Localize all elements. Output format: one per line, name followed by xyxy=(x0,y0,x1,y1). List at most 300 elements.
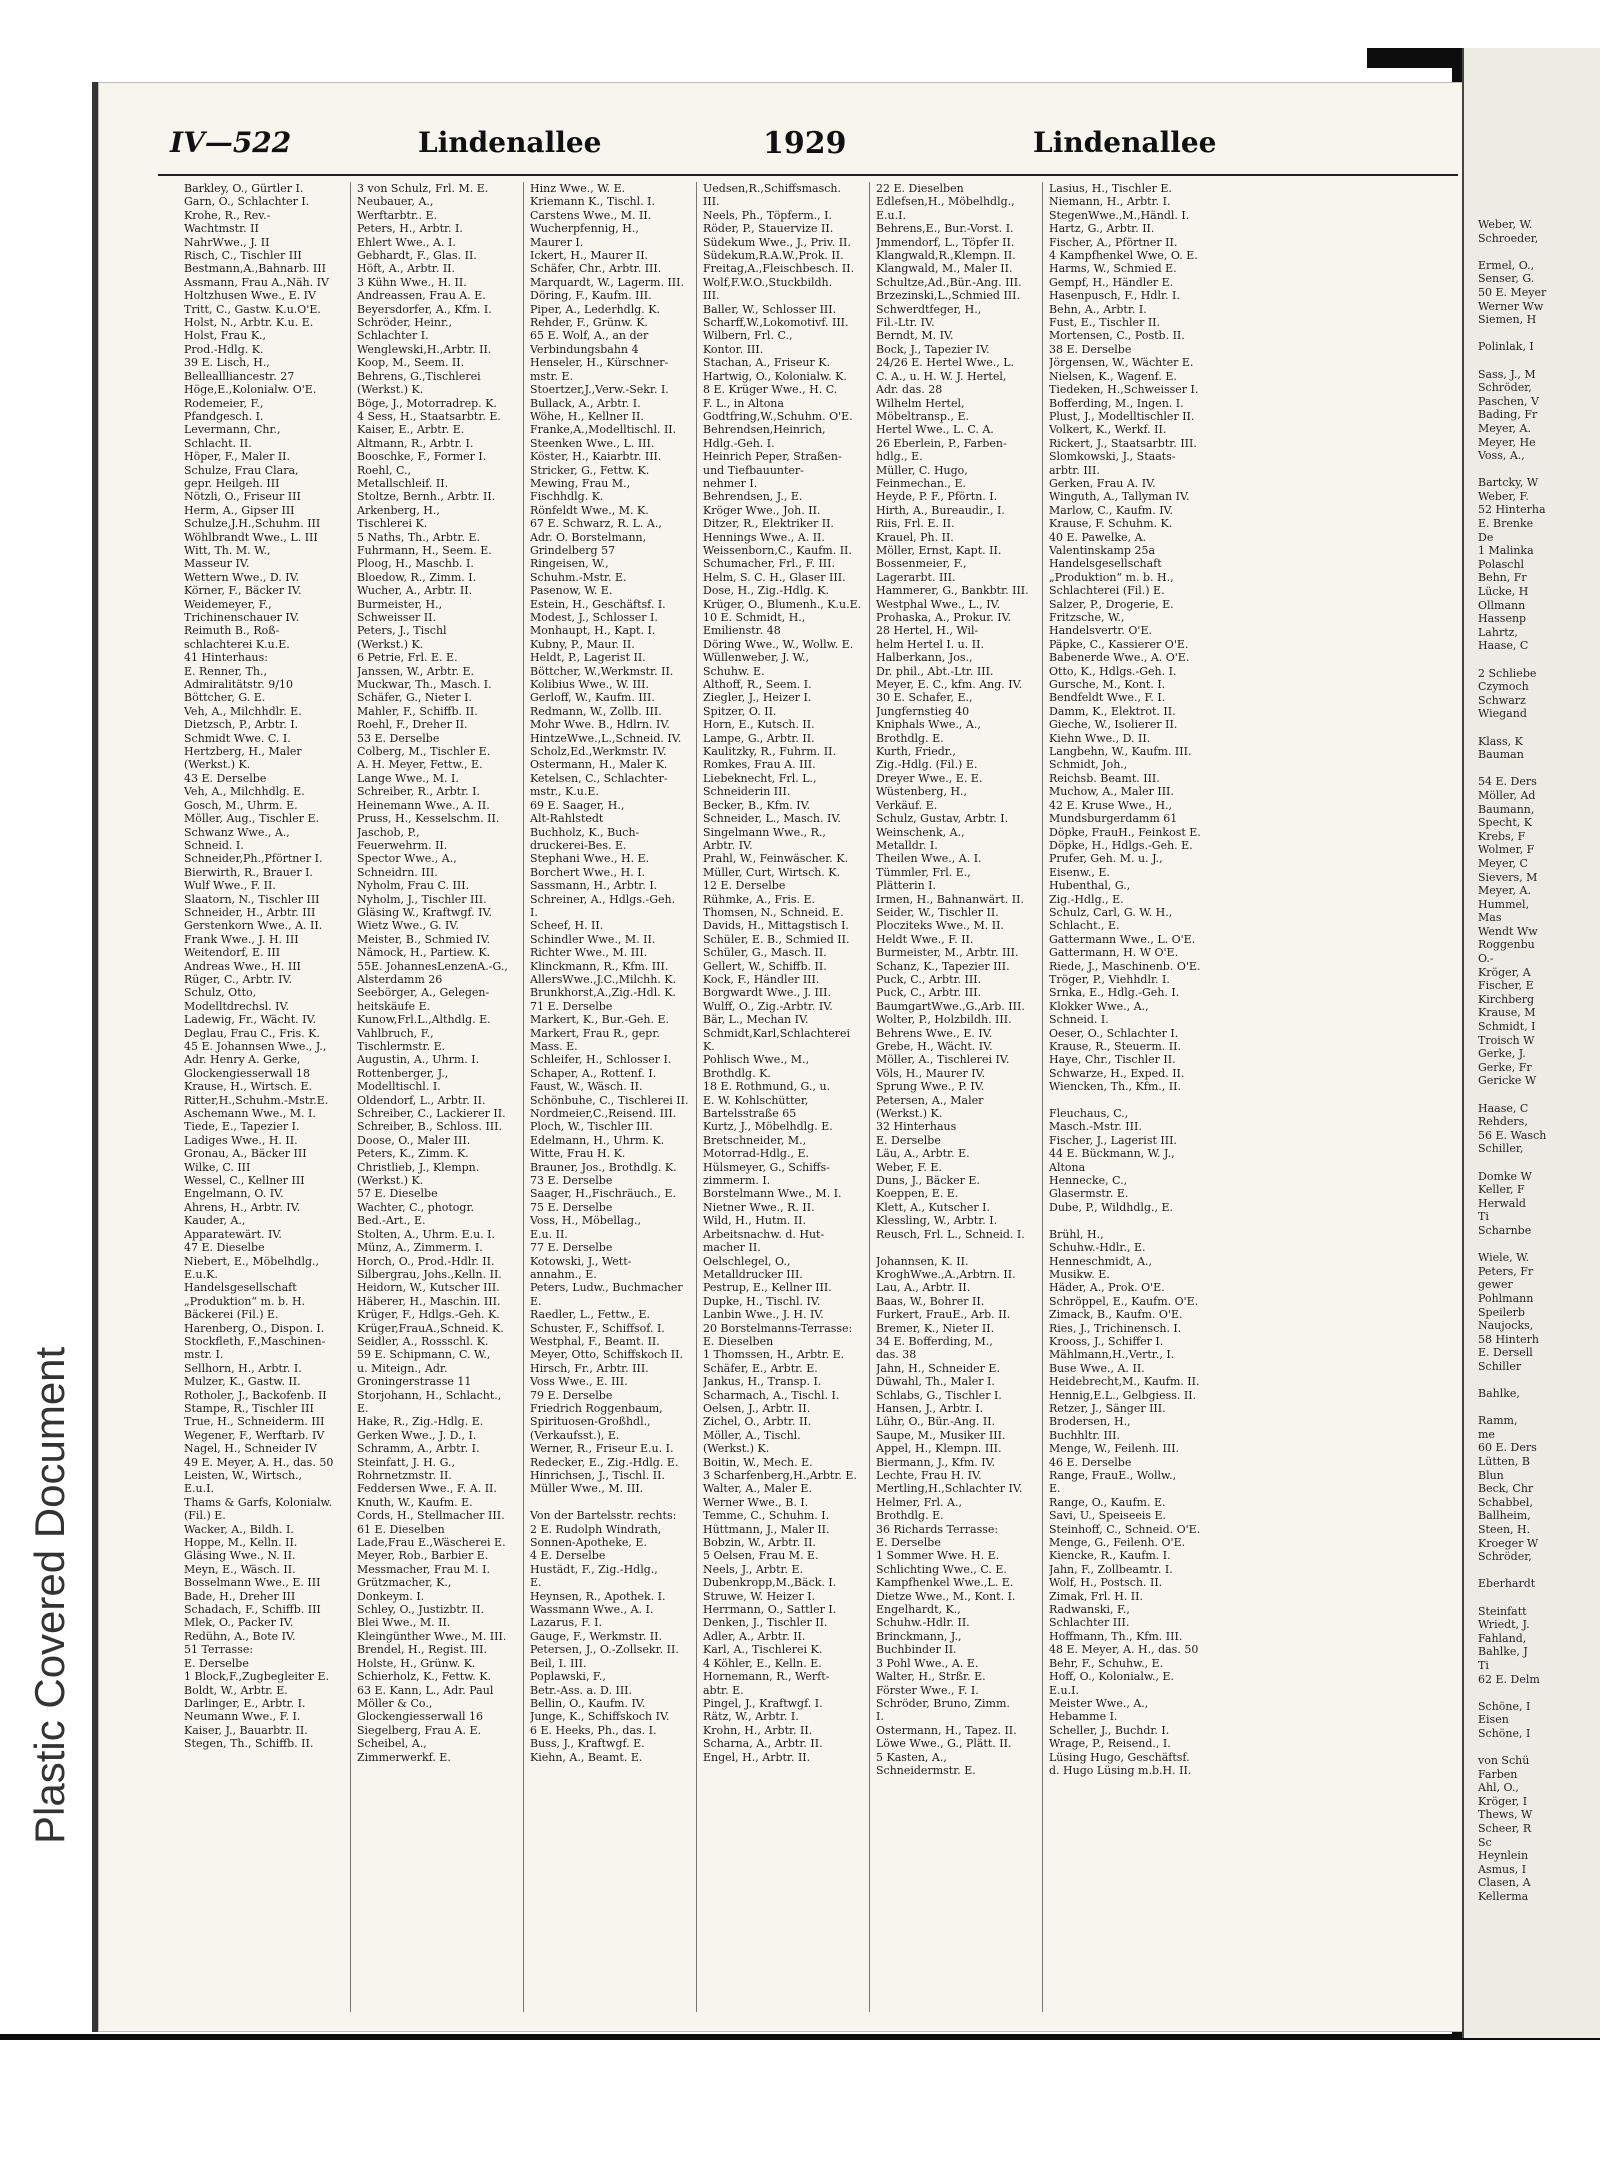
adjacent-page-entry: Senser, G. xyxy=(1478,272,1535,286)
directory-entry: Hirth, A., Bureaudir., I. xyxy=(876,503,1005,517)
directory-entry: Ziegler, J., Heizer I. xyxy=(703,691,812,705)
directory-entry: Heldt, P., Lagerist II. xyxy=(530,651,646,665)
directory-entry: Range, O., Kaufm. E. xyxy=(1049,1495,1166,1509)
directory-entry: Nyholm, Frau C. III. xyxy=(357,879,470,893)
directory-entry: 42 E. Kruse Wwe., H., xyxy=(1049,798,1173,812)
directory-entry: Kolibius Wwe., W. III. xyxy=(530,678,649,692)
directory-entry: 5 Kasten, A., xyxy=(876,1750,947,1764)
directory-entry: mstr. E. xyxy=(530,369,574,383)
directory-entry: Rodemeier, F., xyxy=(184,396,264,410)
directory-entry: Zimack, B., Kaufm. O'E. xyxy=(1049,1308,1183,1322)
adjacent-page-entry: Meyer, He xyxy=(1478,435,1536,449)
directory-entry: Messmacher, Frau M. I. xyxy=(357,1562,490,1576)
directory-entry: Muckwar, Th., Masch. I. xyxy=(357,678,492,692)
directory-entry: Doose, O., Maler III. xyxy=(357,1133,471,1147)
adjacent-page-entry: Sc xyxy=(1478,1835,1492,1849)
directory-entry: Tümmler, Frl. E., xyxy=(876,865,971,879)
directory-entry: Plocziteks Wwe., M. II. xyxy=(876,919,1004,933)
directory-entry: Krüger, O., Blumenh., K.u.E. xyxy=(703,597,862,611)
directory-entry: heitskäufe E. xyxy=(357,999,431,1013)
directory-entry: Wessel, C., Kellner III xyxy=(184,1174,305,1188)
directory-entry: Schlacht. II. xyxy=(184,436,252,450)
directory-entry: Stoltze, Bernh., Arbtr. II. xyxy=(357,490,496,504)
directory-entry: Tischlermstr. E. xyxy=(357,1040,446,1053)
directory-entry: Baller, W., Schlosser III. xyxy=(703,302,837,316)
directory-entry: Johannsen, K. II. xyxy=(876,1254,969,1268)
directory-entry: 41 Hinterhaus: xyxy=(184,651,268,665)
adjacent-page-entry: Beck, Chr xyxy=(1478,1482,1534,1496)
adjacent-page-entry: Wiele, W. xyxy=(1478,1251,1530,1265)
directory-entry: Junge, K., Schiffskoch IV. xyxy=(530,1710,670,1724)
directory-entry: 38 E. Derselbe xyxy=(1049,342,1132,356)
directory-entry: Klokker Wwe., A., xyxy=(1049,999,1149,1013)
directory-entry: Prahl, W., Feinwäscher. K. xyxy=(703,852,848,866)
directory-entry: Neels, J., Arbtr. E. xyxy=(703,1562,804,1576)
directory-entry: Garn, O., Schlachter I. xyxy=(184,195,310,209)
adjacent-page-entry: Werner Ww xyxy=(1478,299,1544,313)
directory-entry: Oeser, O., Schlachter I. xyxy=(1049,1026,1179,1040)
directory-entry: Döring Wwe., W., Wollw. E. xyxy=(703,637,854,651)
directory-entry: Neubauer, A., xyxy=(357,195,434,209)
directory-entry: Veh, A., Milchhdlr. E. xyxy=(184,704,302,718)
directory-entry: Winguth, A., Tallyman IV. xyxy=(1049,490,1190,504)
directory-entry: Reusch, Frl. L., Schneid. I. xyxy=(876,1227,1025,1241)
directory-entry: 3 Pohl Wwe., A. E. xyxy=(876,1656,979,1670)
adjacent-page-entry: von Schü xyxy=(1478,1754,1530,1768)
adjacent-page-entry xyxy=(1478,1156,1600,1170)
adjacent-page-entry xyxy=(1478,762,1600,776)
directory-entry: Wachtmstr. II xyxy=(184,222,259,236)
directory-entry: Schneiderin III. xyxy=(703,785,791,799)
directory-column-5 xyxy=(870,182,1043,2012)
directory-entry: Hoffmann, Th., Kfm. III. xyxy=(1049,1629,1183,1643)
directory-entry: 45 E. Johannsen Wwe., J., xyxy=(184,1040,327,1053)
directory-entry: Lazarus, F. I. xyxy=(530,1616,602,1630)
directory-entry: Fil.-Ltr. IV. xyxy=(876,316,935,330)
directory-entry: Krause, F. Schuhm. K. xyxy=(1049,517,1173,531)
directory-entry: Scheller, J., Buchdr. I. xyxy=(1049,1723,1170,1737)
directory-entry: K. xyxy=(703,1040,715,1053)
directory-entry: Ickert, H., Maurer II. xyxy=(530,249,649,263)
directory-entry: Feddersen Wwe., F. A. II. xyxy=(357,1482,497,1496)
adjacent-page-entry: E. Dersell xyxy=(1478,1346,1533,1360)
adjacent-page-entry: Ramm, xyxy=(1478,1414,1518,1428)
directory-entry: Handelsvertr. O'E. xyxy=(1049,624,1152,638)
directory-entry: Kurtz, J., Möbelhdlg. E. xyxy=(703,1120,833,1134)
directory-entry: Brothdlg. K. xyxy=(703,1066,771,1080)
directory-entry: 47 E. Dieselbe xyxy=(184,1241,265,1255)
directory-entry: Röder, P., Stauervize II. xyxy=(703,222,834,236)
directory-entry: Dupke, H., Tischl. IV. xyxy=(703,1294,821,1308)
directory-entry: Hirsch, Fr., Arbtr. III. xyxy=(530,1361,649,1375)
directory-entry: Schönbuhe, C., Tischlerei II. xyxy=(530,1093,689,1107)
directory-entry: Holtzhusen Wwe., E. IV xyxy=(184,289,316,303)
adjacent-page-entry: 58 Hinterh xyxy=(1478,1332,1539,1346)
directory-entry: Steinhoff, C., Schneid. O'E. xyxy=(1049,1522,1201,1536)
directory-entry: Heinrich Peper, Straßen- xyxy=(703,450,842,464)
directory-entry: Carstens Wwe., M. II. xyxy=(530,208,652,222)
directory-entry: Bloedow, R., Zimm. I. xyxy=(357,570,477,584)
directory-entry: Borgwardt Wwe., J. III. xyxy=(703,986,831,1000)
directory-entry: Richter Wwe., M. III. xyxy=(530,946,648,960)
directory-entry: Lange Wwe., M. I. xyxy=(357,771,459,785)
directory-entry: das. 38 xyxy=(876,1348,917,1362)
directory-entry: Struwe, W. Heizer I. xyxy=(703,1589,816,1603)
adjacent-page-entry: Weber, F. xyxy=(1478,489,1529,503)
directory-entry: Seebörger, A., Gelegen- xyxy=(357,986,490,1000)
directory-entry: Niemann, H., Arbtr. I. xyxy=(1049,195,1171,209)
directory-entry: Kubny, P., Maur. II. xyxy=(530,637,635,651)
directory-entry: Schumacher, Frl., F. III. xyxy=(703,557,835,571)
directory-entry: Glockengiesserwall 18 xyxy=(184,1066,310,1080)
directory-entry: Möller, A., Tischl. xyxy=(703,1428,801,1442)
directory-entry: Holst, Frau K., xyxy=(184,329,267,343)
directory-entry: Nämock, H., Partiew. K. xyxy=(357,946,491,960)
directory-entry: Nietner Wwe., R. II. xyxy=(703,1200,815,1214)
directory-entry: Trichinenschauer IV. xyxy=(184,611,300,624)
directory-entry: Kleingünther Wwe., M. III. xyxy=(357,1629,507,1643)
directory-entry: 61 E. Dieselben xyxy=(357,1522,445,1536)
directory-entry: Schmidt,Karl,Schlachterei xyxy=(703,1026,851,1040)
adjacent-page-entry: 60 E. Ders xyxy=(1478,1441,1537,1455)
directory-entry: Lagerarbt. III. xyxy=(876,570,956,584)
adjacent-page-entry: Wolmer, F xyxy=(1478,843,1535,857)
directory-entry: Heinemann Wwe., A. II. xyxy=(357,798,490,812)
directory-entry: Weber, F. E. xyxy=(876,1160,942,1174)
directory-entry: E. xyxy=(1049,1482,1061,1496)
adjacent-page-entry: Haase, C xyxy=(1478,1101,1529,1115)
directory-entry: Steinfatt, J. H. G., xyxy=(357,1455,456,1469)
directory-entry: Stricker, G., Fettw. K. xyxy=(530,463,650,477)
directory-entry: Südekum,R.A.W.,Prok. II. xyxy=(703,249,844,263)
directory-entry: 51 Terrasse: xyxy=(184,1643,254,1657)
adjacent-page-entry: Ti xyxy=(1478,1210,1489,1224)
adjacent-page-entry: Wriedt, J. xyxy=(1478,1618,1530,1632)
directory-entry: 71 E. Derselbe xyxy=(530,999,613,1013)
directory-entry: 22 E. Dieselben xyxy=(876,182,964,195)
adjacent-page-entry xyxy=(1478,327,1600,341)
directory-entry: Eisenw., E. xyxy=(1049,865,1110,879)
directory-entry: Hdlg.-Geh. I. xyxy=(703,436,775,450)
directory-entry: Burmeister, H., xyxy=(357,597,443,611)
directory-entry: Möbeltransp., E. xyxy=(876,409,969,423)
directory-entry: Wiencken, Th., Kfm., II. xyxy=(1049,1080,1181,1094)
adjacent-page-entry: Thews, W xyxy=(1478,1808,1533,1822)
directory-entry: Holste, H., Grünw. K. xyxy=(357,1656,476,1670)
directory-entry: Krohn, H., Arbtr. II. xyxy=(703,1723,813,1737)
directory-entry: Roehl, C., xyxy=(357,463,412,477)
directory-entry: Ploog, H., Maschb. I. xyxy=(357,557,474,571)
directory-entry: Riis, Frl. E. II. xyxy=(876,517,955,531)
adjacent-page-entry: Ermel, O., xyxy=(1478,258,1535,272)
directory-entry: Reimuth B., Roß- xyxy=(184,624,280,638)
directory-entry: Wrage, P., Reisend., I. xyxy=(1049,1737,1171,1751)
directory-entry: 44 E. Bückmann, W. J., xyxy=(1049,1147,1175,1161)
directory-entry: Heynsen, R., Apothek. I. xyxy=(530,1589,666,1603)
directory-entry: Barkley, O., Gürtler I. xyxy=(184,182,304,195)
directory-entry: Blei Wwe., M. II. xyxy=(357,1616,451,1630)
directory-entry: E. xyxy=(530,1294,542,1308)
directory-entry: Kaiser, J., Bauarbtr. II. xyxy=(184,1723,308,1737)
directory-entry: Döring, F., Kaufm. III. xyxy=(530,289,652,303)
directory-entry: Schlichting Wwe., C. E. xyxy=(876,1562,1007,1576)
directory-entry: Buse Wwe., A. II. xyxy=(1049,1361,1145,1375)
adjacent-page-entry: Naujocks, xyxy=(1478,1319,1534,1333)
directory-entry: Dube, P., Wildhdlg., E. xyxy=(1049,1200,1174,1214)
directory-entry: Gattermann, H. W O'E. xyxy=(1049,946,1179,960)
directory-entry: Lechte, Frau H. IV. xyxy=(876,1469,982,1482)
directory-entry: Piper, A., Lederhdlg. K. xyxy=(530,302,660,316)
directory-entry: 32 Hinterhaus xyxy=(876,1120,957,1134)
directory-entry: Faust, W., Wäsch. II. xyxy=(530,1080,643,1094)
adjacent-page-entry: Haase, C xyxy=(1478,639,1529,653)
directory-entry: Otto, K., Hdlgs.-Geh. I. xyxy=(1049,664,1177,678)
directory-entry: Augustin, A., Uhrm. I. xyxy=(357,1053,480,1067)
adjacent-page-entry: 54 E. Ders xyxy=(1478,775,1537,789)
adjacent-page-entry: Eberhardt xyxy=(1478,1577,1536,1591)
directory-entry: Risch, C., Tischler III xyxy=(184,249,302,263)
adjacent-page-entry xyxy=(1478,721,1600,735)
directory-entry: Meyer, E. C., kfm. Ang. IV. xyxy=(876,678,1023,692)
directory-entry: Bellin, O., Kaufm. IV. xyxy=(530,1696,646,1710)
directory-entry: Hennig,E.L., Gelbgiess. II. xyxy=(1049,1388,1197,1402)
directory-entry: Dietzsch, P., Arbtr. I. xyxy=(184,718,299,732)
directory-entry: Rätz, W., Arbtr. I. xyxy=(703,1710,799,1724)
directory-entry: Schlachterei (Fil.) E. xyxy=(1049,584,1165,598)
directory-entry: Westphal Wwe., L., IV. xyxy=(876,597,1001,611)
adjacent-page-entry: Schiller xyxy=(1478,1359,1522,1373)
directory-entry: Herrmann, O., Sattler I. xyxy=(703,1603,837,1617)
directory-entry: Schultze,Ad.,Bür.-Ang. III. xyxy=(876,275,1022,289)
directory-page xyxy=(92,82,1464,2032)
adjacent-page-entry: Schöne, I xyxy=(1478,1699,1531,1713)
adjacent-page-entry: Ollmann xyxy=(1478,598,1526,612)
adjacent-page-entry: Schröder, xyxy=(1478,1550,1532,1564)
directory-entry: Godtfring,W.,Schuhm. O'E. xyxy=(703,409,853,423)
directory-entry: Duns, J., Bäcker E. xyxy=(876,1174,980,1188)
directory-entry: Münz, A., Zimmerm. I. xyxy=(357,1241,483,1255)
directory-entry: Tischlerei K. xyxy=(357,517,428,531)
adjacent-page-entry: O.- xyxy=(1478,952,1494,966)
directory-entry: Marquardt, W., Lagerm. III. xyxy=(530,275,684,289)
directory-entry: 4 Köhler, E., Kelln. E. xyxy=(703,1656,822,1670)
adjacent-page-entry: 56 E. Wasch xyxy=(1478,1128,1547,1142)
directory-entry: Volkert, K., Werkf. II. xyxy=(1049,423,1167,437)
directory-entry: Fuhrmann, H., Seem. E. xyxy=(357,543,492,557)
directory-entry: Steenken Wwe., L. III. xyxy=(530,436,655,450)
directory-entry: 3 von Schulz, Frl. M. E. xyxy=(357,182,489,195)
directory-entry: Hasenpusch, F., Hdlr. I. xyxy=(1049,289,1180,303)
directory-entry: E. Derselbe xyxy=(184,1656,249,1670)
directory-entry: Krohe, R., Rev.- xyxy=(184,208,271,222)
directory-entry: Romkes, Frau A. III. xyxy=(703,758,816,772)
adjacent-page-entry: Fischer, E xyxy=(1478,979,1534,993)
directory-entry: 8 E. Krüger Wwe., H. C. xyxy=(703,383,838,397)
directory-entry: Müller, Curt, Wirtsch. K. xyxy=(703,865,841,879)
directory-entry: Emilienstr. 48 xyxy=(703,624,781,638)
directory-entry: Mohr Wwe. B., Hdlrn. IV. xyxy=(530,718,670,732)
directory-entry: Schneid. I. xyxy=(184,838,244,852)
adjacent-page-fragment xyxy=(1462,48,1600,2038)
adjacent-page-entry: Krebs, F xyxy=(1478,829,1526,843)
directory-entry: Poplawski, F., xyxy=(530,1670,606,1684)
directory-entry: Handelsgesellschaft xyxy=(184,1281,297,1295)
adjacent-page-entry xyxy=(1478,245,1600,259)
directory-entry: Schreiber, C., Lackierer II. xyxy=(357,1107,506,1121)
directory-entry: Irmen, H., Bahnanwärt. II. xyxy=(876,892,1024,906)
directory-entry: Schneidrn. III. xyxy=(357,865,438,879)
directory-entry: Gerken, Frau A. IV. xyxy=(1049,476,1156,490)
directory-entry: Uedsen,R.,Schiffsmasch. xyxy=(703,182,841,195)
directory-entry: Redühn, A., Bote IV. xyxy=(184,1629,296,1643)
directory-entry: Gerloff, W., Kaufm. III. xyxy=(530,691,655,705)
directory-entry: Jahn, F., Zollbeamtr. I. xyxy=(1049,1562,1173,1576)
adjacent-page-entry: Polaschl xyxy=(1478,557,1525,571)
directory-entry: Handelsgesellschaft xyxy=(1049,557,1162,571)
adjacent-page-entry: Weber, W. xyxy=(1478,218,1533,231)
adjacent-page-entry: Lücke, H xyxy=(1478,585,1529,599)
directory-entry: Wöhe, H., Kellner II. xyxy=(530,409,644,423)
bottom-dark-edge xyxy=(0,2034,1600,2040)
directory-entry: Lade,Frau E.,Wäscherei E. xyxy=(357,1536,506,1550)
directory-entry: Brodersen, H., xyxy=(1049,1415,1131,1429)
directory-entry: Krauel, Ph. II. xyxy=(876,530,954,544)
adjacent-page-entry: 52 Hinterha xyxy=(1478,503,1546,517)
directory-entry: Schröder, Heinr., xyxy=(357,316,453,330)
adjacent-page-entry: Sievers, M xyxy=(1478,870,1538,884)
directory-entry: Gieche, W., Isolierer II. xyxy=(1049,718,1178,732)
directory-entry: Hebamme I. xyxy=(1049,1710,1118,1724)
directory-entry: Friedrich Roggenbaum, xyxy=(530,1401,663,1415)
directory-entry: Adler, A., Arbtr. II. xyxy=(703,1629,806,1643)
adjacent-page-entry: Domke W xyxy=(1478,1169,1532,1183)
directory-entry: Andreassen, Frau A. E. xyxy=(357,289,486,303)
directory-entry: Müller Wwe., M. III. xyxy=(530,1482,644,1496)
adjacent-page-entry: Polinlak, I xyxy=(1478,340,1534,354)
adjacent-page-entry: Troisch W xyxy=(1478,1033,1535,1047)
directory-entry: Jmmendorf, L., Töpfer II. xyxy=(876,235,1015,249)
directory-entry: Ladewig, Fr., Wächt. IV. xyxy=(184,1013,316,1027)
directory-entry: Liebeknecht, Frl. L., xyxy=(703,771,817,785)
directory-entry: Henseler, H., Kürschner- xyxy=(530,356,669,370)
directory-entry: Schneid. I. xyxy=(1049,1013,1109,1027)
directory-entry: Sellhorn, H., Arbtr. I. xyxy=(184,1361,302,1375)
directory-entry: Hertzberg, H., Maler xyxy=(184,745,302,759)
adjacent-page-entry: Sass, J., M xyxy=(1478,367,1536,381)
directory-entry: mstr. I. xyxy=(184,1348,224,1362)
directory-entry: Schmidt, Joh., xyxy=(1049,758,1128,772)
adjacent-page-entry: Schmidt, I xyxy=(1478,1020,1536,1034)
directory-entry: Wucherpfennig, H., xyxy=(530,222,639,236)
directory-entry: Petersen, A., Maler xyxy=(876,1093,984,1107)
directory-entry: C. A., u. H. W. J. Hertel, xyxy=(876,369,1007,383)
directory-entry: E. W. Kohlschütter, xyxy=(703,1093,809,1107)
directory-entry: Harms, W., Schmied E. xyxy=(1049,262,1177,276)
directory-entry: Gronau, A., Bäcker III xyxy=(184,1147,307,1161)
directory-entry: 36 Richards Terrasse: xyxy=(876,1522,999,1536)
directory-entry: Neels, Ph., Töpferm., I. xyxy=(703,208,832,222)
directory-entry: „Produktion“ m. b. H. xyxy=(184,1294,306,1308)
directory-entry: Seidler, A., Rossschl. K. xyxy=(357,1334,489,1348)
directory-entry: Belleallliancestr. 27 xyxy=(184,369,295,383)
directory-entry: Ostermann, H., Maler K. xyxy=(530,758,668,772)
directory-entry: 5 Oelsen, Frau M. E. xyxy=(703,1549,819,1563)
adjacent-page-entry: Blun xyxy=(1478,1468,1504,1482)
directory-entry: Denken, J., Tischler II. xyxy=(703,1616,828,1630)
directory-entry: Bossenmeier, F., xyxy=(876,557,967,571)
adjacent-page-entry: Czymoch xyxy=(1478,680,1529,694)
directory-entry: Pestrup, E., Kellner III. xyxy=(703,1281,832,1295)
adjacent-page-entry: Farben xyxy=(1478,1767,1518,1781)
adjacent-page-entry: Meyer, C xyxy=(1478,856,1528,870)
directory-entry: Henneschmidt, A., xyxy=(1049,1254,1153,1268)
directory-entry: Scholz,Ed.,Werkmstr. IV. xyxy=(530,745,667,759)
directory-entry: Theilen Wwe., A. I. xyxy=(876,852,982,866)
directory-entry: Wachter, C., photogr. xyxy=(357,1200,475,1214)
directory-entry: Rotholer, J., Backofenb. II xyxy=(184,1388,327,1402)
directory-entry: (Werkst.) K. xyxy=(703,1442,770,1456)
directory-entry: Borchert Wwe., H. I. xyxy=(530,865,646,879)
directory-entry: 48 E. Meyer, A. H., das. 50 xyxy=(1049,1643,1199,1657)
directory-entry: d. Hugo Lüsing m.b.H. II. xyxy=(1049,1763,1192,1777)
directory-entry: I. xyxy=(876,1710,884,1724)
directory-entry: StegenWwe.,M.,Händl. I. xyxy=(1049,208,1190,222)
directory-entry: 53 E. Derselbe xyxy=(357,731,440,745)
directory-entry: Modest, J., Schlosser I. xyxy=(530,611,658,624)
directory-entry: Furkert, FrauE., Arb. II. xyxy=(876,1308,1011,1322)
directory-entry: Gosch, M., Uhrm. E. xyxy=(184,798,298,812)
directory-entry: Klangwald,R.,Klempn. II. xyxy=(876,249,1016,263)
directory-entry: 10 E. Schmidt, H., xyxy=(703,611,806,624)
directory-entry: (Werkst.) K. xyxy=(357,637,424,651)
directory-entry: Reichsb. Beamt. III. xyxy=(1049,771,1160,785)
directory-entry: Hinrichsen, J., Tischl. II. xyxy=(530,1469,665,1482)
directory-entry: Mertling,H.,Schlachter IV. xyxy=(876,1482,1023,1496)
adjacent-page-entry: 50 E. Meyer xyxy=(1478,285,1547,299)
directory-entry: Krooss, J., Schiffer I. xyxy=(1049,1334,1164,1348)
directory-entry: Düwahl, Th., Maler I. xyxy=(876,1375,995,1389)
directory-entry: E. Dieselben xyxy=(703,1334,774,1348)
directory-entry: 1 Sommer Wwe. H. E. xyxy=(876,1549,1000,1563)
directory-entry: Werner, R., Friseur E.u. I. xyxy=(530,1442,674,1456)
directory-entry: Tiede, E., Tapezier I. xyxy=(184,1120,300,1134)
directory-entry: Buchhltr. III. xyxy=(1049,1428,1121,1442)
directory-entry: Bäckerei (Fil.) E. xyxy=(184,1308,279,1322)
directory-entry: mstr., K.u.E. xyxy=(530,785,599,799)
directory-entry: Puck, C., Arbtr. III. xyxy=(876,986,982,1000)
directory-entry: Schulz, Carl, G. W. H., xyxy=(1049,905,1173,919)
directory-entry: Alsterdamm 26 xyxy=(357,972,443,986)
directory-entry: Heyde, P. F., Pförtn. I. xyxy=(876,490,998,504)
directory-entry: Schüler, G., Masch. II. xyxy=(703,946,827,960)
directory-entry: Wegener, F., Werftarb. IV xyxy=(184,1428,325,1442)
adjacent-page-entry: Meyer, A. xyxy=(1478,884,1531,898)
directory-entry: Donkeym. I. xyxy=(357,1589,425,1603)
adjacent-page-entry: Ahl, O., xyxy=(1478,1781,1519,1795)
directory-entry xyxy=(876,1241,1036,1254)
directory-entry: Bosselmann Wwe., E. III xyxy=(184,1576,321,1590)
directory-entry: Wolf, H., Postsch. II. xyxy=(1049,1576,1163,1590)
directory-entry: Edlefsen,H., Möbelhdlg., xyxy=(876,195,1015,209)
directory-entry: Wietz Wwe., G. IV. xyxy=(357,919,459,933)
directory-entry: Slaatorn, N., Tischler III xyxy=(184,892,320,906)
directory-entry: Bullack, A., Arbtr. I. xyxy=(530,396,641,410)
directory-entry: (Werkst.) K. xyxy=(876,1107,943,1121)
directory-entry: Weissenborn,C., Kaufm. II. xyxy=(703,543,852,557)
directory-entry: Wüstenberg, H., xyxy=(876,785,968,799)
directory-entry: Althoff, R., Seem. I. xyxy=(703,678,812,692)
directory-entry: Schäfer, E., Arbtr. E. xyxy=(703,1361,818,1375)
